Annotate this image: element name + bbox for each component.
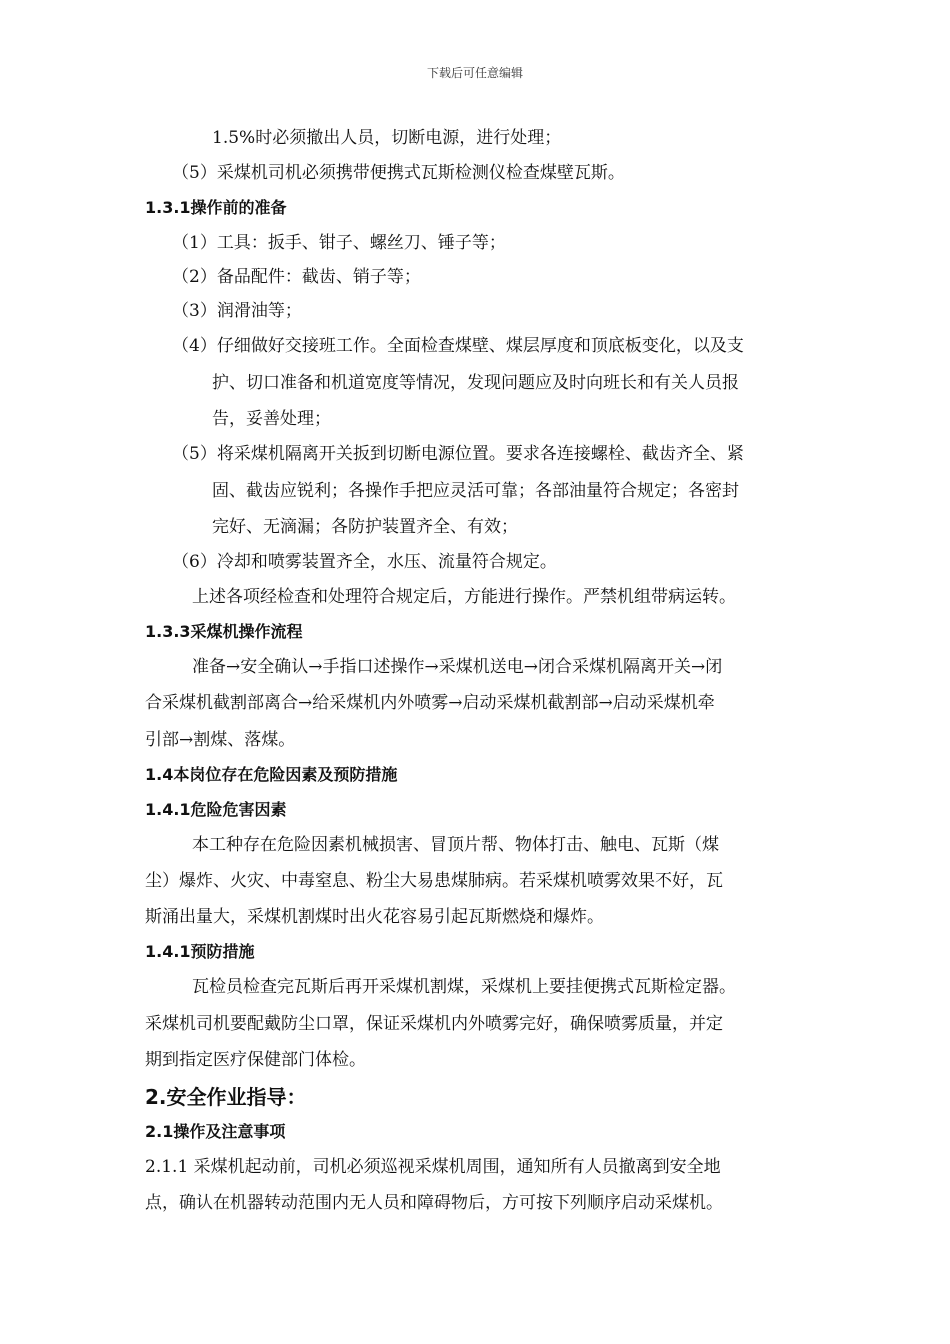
paragraph-line: 采煤机司机要配戴防尘口罩，保证采煤机内外喷雾完好，确保喷雾质量，并定 [145,1014,723,1034]
paragraph-line: 本工种存在危险因素机械损害、冒顶片帮、物体打击、触电、瓦斯（煤 [192,835,719,855]
list-item: （2）备品配件：截齿、销子等； [172,267,421,287]
paragraph-line: 完好、无滴漏；各防护装置齐全、有效； [212,517,518,537]
section-heading: 1.4.1危险危害因素 [145,800,287,819]
list-item: （1）工具：扳手、钳子、螺丝刀、锤子等； [172,233,506,253]
paragraph-line: 点，确认在机器转动范围内无人员和障碍物后，方可按下列顺序启动采煤机。 [145,1193,723,1213]
section-heading: 1.3.1操作前的准备 [145,198,287,217]
paragraph-line: 准备→安全确认→手指口述操作→采煤机送电→闭合采煤机隔离开关→闭 [192,657,723,677]
paragraph-line: 护、切口准备和机道宽度等情况，发现问题应及时向班长和有关人员报 [212,373,739,393]
paragraph-line: 1.5%时必须撤出人员，切断电源，进行处理； [212,128,562,148]
paragraph-line: 固、截齿应锐利；各操作手把应灵活可靠；各部油量符合规定；各密封 [212,481,739,501]
paragraph-line: 2.1.1 采煤机起动前，司机必须巡视采煤机周围，通知所有人员撤离到安全地 [145,1157,721,1177]
section-heading: 1.4本岗位存在危险因素及预防措施 [145,765,398,784]
list-item: （5）采煤机司机必须携带便携式瓦斯检测仪检查煤壁瓦斯。 [172,163,625,183]
section-heading: 1.4.1预防措施 [145,942,255,961]
section-heading: 1.3.3采煤机操作流程 [145,622,303,641]
page-header: 下载后可任意编辑 [426,66,523,80]
paragraph-line: 引部→割煤、落煤。 [145,730,296,750]
paragraph-line: 斯涌出量大，采煤机割煤时出火花容易引起瓦斯燃烧和爆炸。 [145,907,604,927]
paragraph-line: 瓦检员检查完瓦斯后再开采煤机割煤，采煤机上要挂便携式瓦斯检定器。 [192,977,736,997]
paragraph-line: 期到指定医疗保健部门体检。 [145,1050,366,1070]
section-heading: 2.1操作及注意事项 [145,1122,286,1141]
paragraph-line: 尘）爆炸、火灾、中毒窒息、粉尘大易患煤肺病。若采煤机喷雾效果不好，瓦 [145,871,723,891]
list-item: （3）润滑油等； [172,301,302,321]
list-item: （6）冷却和喷雾装置齐全，水压、流量符合规定。 [172,552,557,572]
list-item: （5）将采煤机隔离开关扳到切断电源位置。要求各连接螺栓、截齿齐全、紧 [172,444,744,464]
chapter-heading: 2.安全作业指导： [145,1085,307,1109]
list-item: （4）仔细做好交接班工作。全面检查煤壁、煤层厚度和顶底板变化，以及支 [172,336,744,356]
paragraph-line: 上述各项经检查和处理符合规定后，方能进行操作。严禁机组带病运转。 [192,587,736,607]
paragraph-line: 告，妥善处理； [212,409,331,429]
paragraph-line: 合采煤机截割部离合→给采煤机内外喷雾→启动采煤机截割部→启动采煤机牵 [145,693,715,713]
